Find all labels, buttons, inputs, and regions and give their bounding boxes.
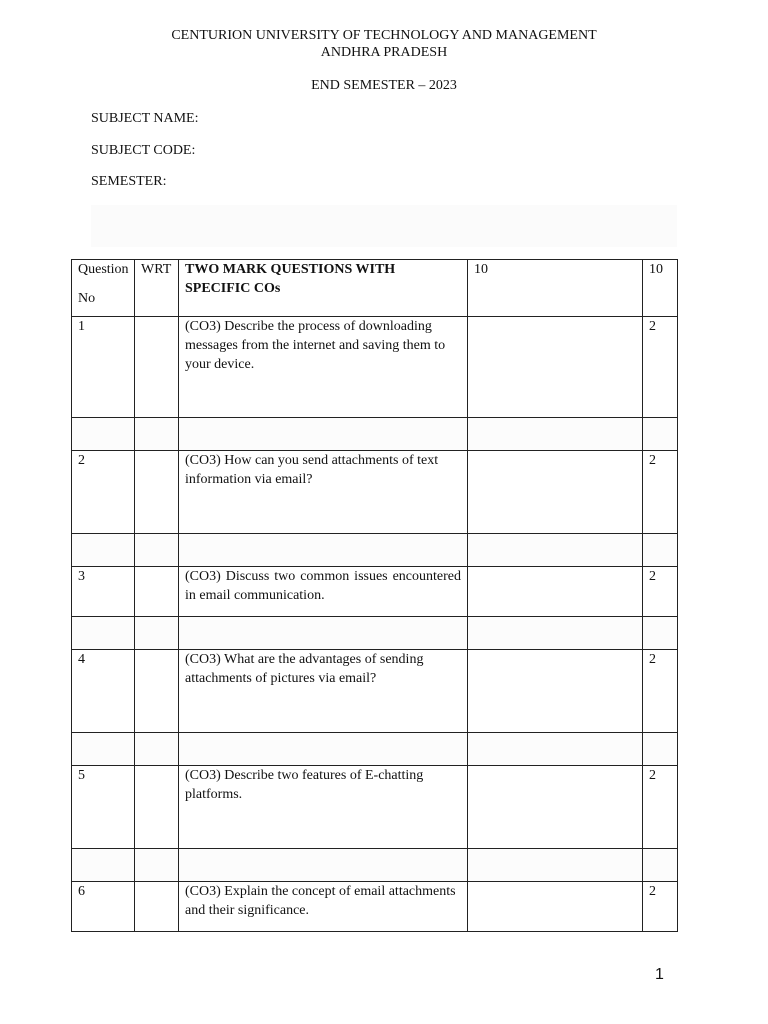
blank-cell <box>468 766 643 849</box>
spacer-cell <box>468 849 643 882</box>
exam-title: END SEMESTER – 2023 <box>311 78 457 93</box>
subject-code-label: SUBJECT CODE: <box>91 143 196 158</box>
question-text: (CO3) Discuss two common issues encountered in email communication. <box>179 567 468 617</box>
question-no-header-line1: Question <box>78 262 129 277</box>
university-state: ANDHRA PRADESH <box>320 45 448 60</box>
spacer-cell <box>179 418 468 451</box>
spacer-cell <box>135 534 179 567</box>
wrt-header: WRT <box>135 260 179 317</box>
question-number: 5 <box>72 766 135 849</box>
semester-label: SEMESTER: <box>91 174 167 189</box>
spacer-cell <box>179 534 468 567</box>
spacer-cell <box>179 617 468 650</box>
marks-cell: 2 <box>643 882 678 932</box>
question-text: (CO3) How can you send attachments of text information via email? <box>179 451 468 534</box>
spacer-cell <box>135 617 179 650</box>
question-text: (CO3) Describe two features of E-chatting platforms. <box>179 766 468 849</box>
spacer-row <box>72 418 678 451</box>
blank-shaded-area <box>91 205 677 247</box>
question-number: 4 <box>72 650 135 733</box>
spacer-cell <box>643 849 678 882</box>
spacer-cell <box>72 418 135 451</box>
blank-cell <box>468 451 643 534</box>
spacer-cell <box>179 733 468 766</box>
spacer-cell <box>179 849 468 882</box>
university-name: CENTURION UNIVERSITY OF TECHNOLOGY AND MANAGEMENT <box>171 28 597 43</box>
wrt-cell <box>135 650 179 733</box>
page-number: 1 <box>655 966 664 983</box>
spacer-row <box>72 733 678 766</box>
spacer-cell <box>643 617 678 650</box>
spacer-cell <box>135 418 179 451</box>
spacer-row <box>72 849 678 882</box>
spacer-cell <box>72 849 135 882</box>
spacer-cell <box>135 849 179 882</box>
header-col5: 10 <box>643 260 678 317</box>
marks-cell: 2 <box>643 567 678 617</box>
wrt-cell <box>135 451 179 534</box>
blank-cell <box>468 567 643 617</box>
spacer-cell <box>468 418 643 451</box>
wrt-cell <box>135 567 179 617</box>
spacer-cell <box>72 534 135 567</box>
question-no-header-line2: No <box>78 291 96 306</box>
questions-title-header: TWO MARK QUESTIONS WITH SPECIFIC COs <box>179 260 468 317</box>
blank-cell <box>468 882 643 932</box>
marks-cell: 2 <box>643 317 678 418</box>
table-row <box>72 317 678 418</box>
header-col4: 10 <box>468 260 643 317</box>
wrt-cell <box>135 766 179 849</box>
table-row <box>72 567 678 617</box>
spacer-row <box>72 534 678 567</box>
spacer-cell <box>643 733 678 766</box>
spacer-cell <box>468 534 643 567</box>
question-number: 6 <box>72 882 135 932</box>
blank-cell <box>468 650 643 733</box>
blank-cell <box>468 317 643 418</box>
spacer-row <box>72 617 678 650</box>
table-row <box>72 650 678 733</box>
spacer-cell <box>72 733 135 766</box>
spacer-cell <box>468 733 643 766</box>
marks-cell: 2 <box>643 650 678 733</box>
question-table <box>71 259 678 932</box>
spacer-cell <box>643 534 678 567</box>
question-number: 2 <box>72 451 135 534</box>
table-row <box>72 882 678 932</box>
spacer-cell <box>135 733 179 766</box>
table-header-row <box>72 260 678 317</box>
table-row <box>72 451 678 534</box>
question-text: (CO3) Describe the process of downloading messages from the internet and saving them to your device. <box>179 317 468 418</box>
table-row <box>72 766 678 849</box>
marks-cell: 2 <box>643 766 678 849</box>
question-text: (CO3) Explain the concept of email attachments and their significance. <box>179 882 468 932</box>
spacer-cell <box>468 617 643 650</box>
wrt-cell <box>135 317 179 418</box>
question-text: (CO3) What are the advantages of sending attachments of pictures via email? <box>179 650 468 733</box>
spacer-cell <box>72 617 135 650</box>
question-number: 1 <box>72 317 135 418</box>
question-no-header <box>72 260 135 317</box>
subject-name-label: SUBJECT NAME: <box>91 111 199 126</box>
question-number: 3 <box>72 567 135 617</box>
wrt-cell <box>135 882 179 932</box>
spacer-cell <box>643 418 678 451</box>
marks-cell: 2 <box>643 451 678 534</box>
